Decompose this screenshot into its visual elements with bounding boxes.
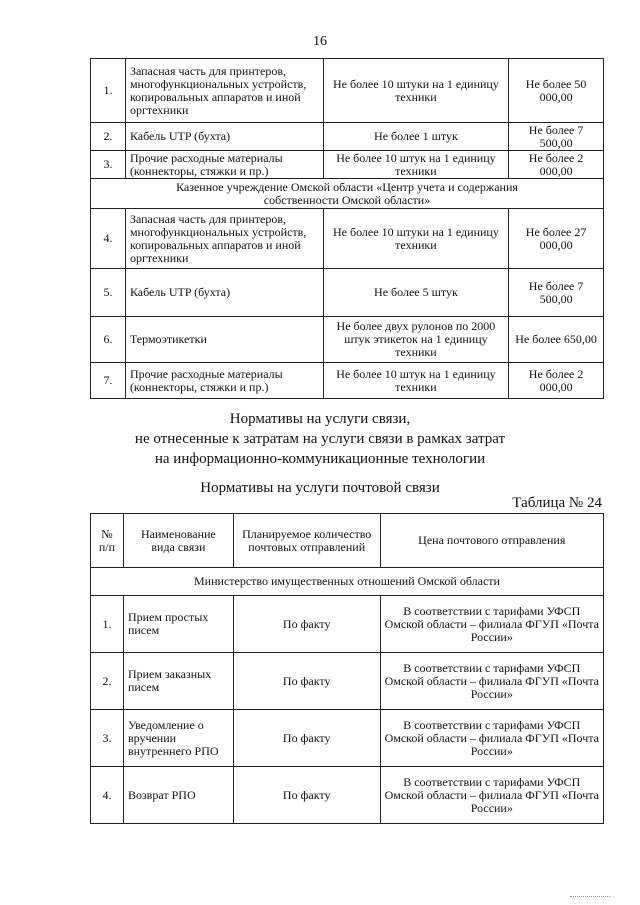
row-number: 1. [91, 59, 126, 123]
item-quantity: Не более 10 штук на 1 единицу техники [323, 151, 509, 179]
item-quantity: Не более 1 штук [323, 123, 509, 151]
item-quantity: Не более 10 штуки на 1 единицу техники [323, 209, 509, 269]
service-quantity: По факту [233, 596, 380, 653]
item-name: Прочие расходные материалы (коннекторы, стяжки и пр.) [125, 363, 323, 399]
service-quantity: По факту [233, 767, 380, 824]
table-row [91, 59, 604, 123]
table-row [91, 710, 604, 767]
item-price: Не более 650,00 [509, 317, 604, 363]
section-title: Министерство имущественных отношений Омской области [91, 568, 604, 596]
row-number: 7. [91, 363, 126, 399]
section-title: Казенное учреждение Омской области «Центр учета и содержания собственности Омской области» [91, 179, 604, 209]
item-name: Прочие расходные материалы (коннекторы, стяжки и пр.) [125, 151, 323, 179]
item-name: Термоэтикетки [125, 317, 323, 363]
table-row [91, 151, 604, 179]
section-heading-communications [0, 409, 640, 469]
service-quantity: По факту [233, 653, 380, 710]
section-row [91, 568, 604, 596]
table-header-row [91, 514, 604, 568]
table-row [91, 596, 604, 653]
section-row [91, 179, 604, 209]
item-name: Запасная часть для принтеров, многофункциональных устройств, копировальных аппаратов и иной оргтехники [125, 59, 323, 123]
header-price: Цена почтового отправления [380, 514, 603, 568]
table-row [91, 317, 604, 363]
item-quantity: Не более 10 штуки на 1 единицу техники [323, 59, 509, 123]
item-price: Не более 50 000,00 [509, 59, 604, 123]
item-price: Не более 7 500,00 [509, 269, 604, 317]
heading-line: Нормативы на услуги связи, [229, 411, 411, 427]
table-row [91, 269, 604, 317]
page-number: 16 [313, 34, 327, 49]
table-row [91, 123, 604, 151]
row-number: 4. [91, 767, 124, 824]
item-price: Не более 2 000,00 [509, 151, 604, 179]
row-number: 3. [91, 151, 126, 179]
item-price: Не более 2 000,00 [509, 363, 604, 399]
section-heading-postal: Нормативы на услуги почтовой связи [200, 480, 440, 496]
norms-table-consumables [90, 58, 604, 399]
row-number: 6. [91, 317, 126, 363]
item-price: Не более 27 000,00 [509, 209, 604, 269]
service-price: В соответствии с тарифами УФСП Омской области – филиала ФГУП «Почта России» [380, 653, 603, 710]
row-number: 3. [91, 710, 124, 767]
item-quantity: Не более 10 штук на 1 единицу техники [323, 363, 509, 399]
header-name: Наименование вида связи [123, 514, 233, 568]
item-quantity: Не более 5 штук [323, 269, 509, 317]
heading-line: на информационно-коммуникационные технологии [154, 451, 486, 467]
item-name: Кабель UTP (бухта) [125, 269, 323, 317]
row-number: 4. [91, 209, 126, 269]
item-quantity: Не более двух рулонов по 2000 штук этикеток на 1 единицу техники [323, 317, 509, 363]
service-name: Возврат РПО [123, 767, 233, 824]
service-price: В соответствии с тарифами УФСП Омской области – филиала ФГУП «Почта России» [380, 767, 603, 824]
item-name: Кабель UTP (бухта) [125, 123, 323, 151]
header-qty: Планируемое количество почтовых отправлений [233, 514, 380, 568]
scan-mark [570, 896, 610, 901]
service-name: Прием заказных писем [123, 653, 233, 710]
row-number: 2. [91, 123, 126, 151]
service-name: Прием простых писем [123, 596, 233, 653]
item-price: Не более 7 500,00 [509, 123, 604, 151]
table-row [91, 767, 604, 824]
table-label: Таблица № 24 [512, 495, 602, 511]
service-price: В соответствии с тарифами УФСП Омской области – филиала ФГУП «Почта России» [380, 710, 603, 767]
heading-line: не отнесенные к затратам на услуги связи в рамках затрат [134, 431, 506, 447]
table-row [91, 653, 604, 710]
row-number: 2. [91, 653, 124, 710]
header-num: № п/п [91, 514, 124, 568]
postal-norms-table [90, 513, 604, 824]
row-number: 1. [91, 596, 124, 653]
service-price: В соответствии с тарифами УФСП Омской области – филиала ФГУП «Почта России» [380, 596, 603, 653]
service-name: Уведомление о вручении внутреннего РПО [123, 710, 233, 767]
item-name: Запасная часть для принтеров, многофункциональных устройств, копировальных аппаратов и иной оргтехники [125, 209, 323, 269]
table-row [91, 363, 604, 399]
service-quantity: По факту [233, 710, 380, 767]
table-row [91, 209, 604, 269]
row-number: 5. [91, 269, 126, 317]
